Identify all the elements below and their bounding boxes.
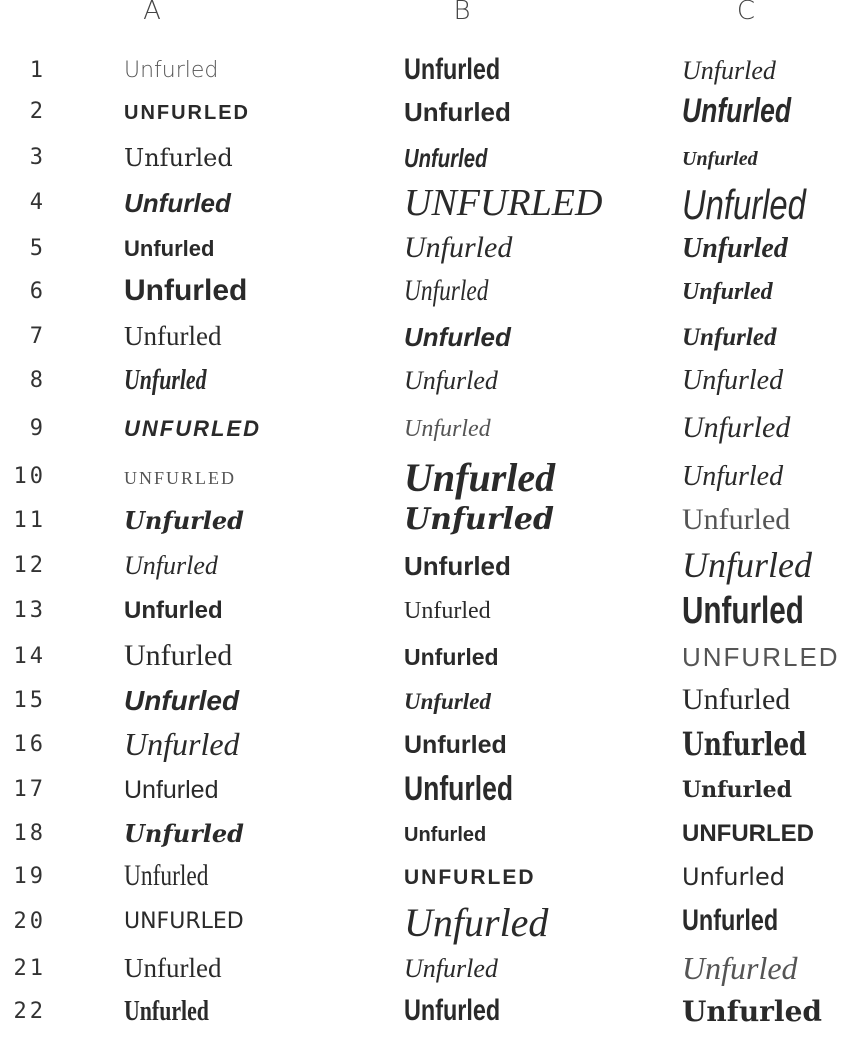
font-sample-b: Unfurled (404, 416, 491, 443)
row-number: 15 (13, 688, 46, 713)
row-number: 14 (13, 644, 46, 669)
row-number: 21 (13, 956, 46, 981)
font-sample-c: Unfurled (682, 725, 807, 764)
font-sample-row (0, 638, 857, 682)
font-sample-row (0, 181, 857, 228)
font-sample-a: Unfurled (124, 364, 207, 396)
font-sample-b: Unfurled (404, 365, 498, 395)
font-sample-b: Unfurled (404, 550, 511, 581)
font-sample-c: Unfurled (682, 364, 784, 396)
font-sample-row (0, 455, 857, 502)
column-header-c: C (736, 0, 756, 26)
font-sample-c: Unfurled (682, 147, 758, 170)
font-sample-b: Unfurled (404, 994, 501, 1028)
font-sample-c: Unfurled (682, 950, 798, 987)
row-number: 13 (13, 598, 46, 623)
font-sample-c: Unfurled (682, 863, 785, 892)
font-sample-c: UNFURLED (682, 641, 840, 672)
row-number: 9 (29, 416, 46, 441)
font-sample-row (0, 592, 857, 636)
font-sample-c: Unfurled (682, 91, 792, 130)
font-sample-a: Unfurled (124, 726, 240, 763)
row-number: 18 (13, 821, 46, 846)
font-sample-b: Unfurled (404, 688, 491, 714)
font-sample-c: Unfurled (682, 904, 779, 938)
font-sample-c: Unfurled (682, 411, 791, 445)
font-sample-a: Unfurled (124, 684, 240, 716)
row-number: 5 (29, 236, 46, 261)
font-sample-row (0, 318, 857, 362)
font-sample-c: Unfurled (682, 232, 788, 264)
font-sample-b: Unfurled (404, 274, 489, 308)
font-sample-row (0, 139, 857, 183)
font-sample-row (0, 950, 857, 994)
font-sample-row (0, 858, 857, 902)
row-number: 11 (13, 508, 46, 533)
row-number: 17 (13, 777, 46, 802)
font-sample-c: Unfurled (682, 181, 806, 228)
font-sample-a: Unfurled (124, 58, 219, 84)
font-sample-a: Unfurled (124, 506, 244, 536)
font-sample-row (0, 993, 857, 1037)
row-number: 7 (29, 324, 46, 349)
font-sample-a: Unfurled (124, 187, 231, 218)
font-sample-a: UNFURLED (124, 101, 250, 124)
font-sample-row (0, 273, 857, 317)
row-number: 8 (29, 368, 46, 393)
font-sample-row (0, 502, 857, 546)
font-sample-row (0, 230, 857, 274)
font-sample-a: Unfurled (124, 775, 219, 804)
row-number: 12 (13, 553, 46, 578)
font-sample-row (0, 726, 857, 770)
font-sample-a: Unfurled (124, 321, 222, 352)
font-sample-c: Unfurled (682, 323, 777, 351)
row-number: 20 (13, 909, 46, 934)
font-sample-a: Unfurled (124, 639, 233, 673)
font-sample-b: Unfurled (404, 142, 488, 173)
font-sample-a: UNFURLED (124, 909, 244, 935)
font-sample-b: Unfurled (404, 598, 491, 625)
font-sample-b: Unfurled (404, 823, 487, 846)
font-sample-a: Unfurled (124, 144, 233, 173)
font-sample-c: UNFURLED (682, 820, 814, 848)
font-sample-c: Unfurled (682, 279, 773, 306)
font-sample-a: Unfurled (124, 819, 244, 849)
font-sample-row (0, 771, 857, 815)
row-number: 16 (13, 732, 46, 757)
font-sample-a: UNFURLED (124, 416, 261, 442)
font-sample-b: Unfurled (404, 96, 511, 127)
font-sample-c: Unfurled (682, 683, 791, 717)
font-sample-b: UNFURLED (404, 182, 603, 224)
row-number: 22 (13, 999, 46, 1024)
font-sample-row (0, 815, 857, 859)
font-sample-c: Unfurled (682, 460, 784, 492)
font-sample-a: Unfurled (124, 953, 222, 984)
font-sample-b: Unfurled (404, 455, 556, 500)
font-sample-b: Unfurled (404, 643, 499, 670)
font-sample-c: Unfurled (682, 777, 792, 804)
font-sample-row (0, 900, 857, 947)
font-sample-row (0, 410, 857, 454)
column-header-b: B (453, 0, 471, 26)
font-sample-row (0, 362, 857, 406)
font-sample-row (0, 547, 857, 591)
row-number: 19 (13, 864, 46, 889)
font-sample-a: Unfurled (124, 550, 218, 580)
font-sample-c: Unfurled (682, 545, 812, 585)
font-sample-a: Unfurled (124, 859, 209, 893)
font-sample-b: Unfurled (404, 321, 511, 352)
row-number: 3 (29, 145, 46, 170)
font-sample-b: Unfurled (404, 730, 507, 759)
font-sample-b: Unfurled (404, 900, 549, 945)
row-number: 4 (29, 190, 46, 215)
font-sample-b: UNFURLED (404, 865, 536, 889)
font-sample-b: Unfurled (404, 953, 498, 983)
font-sample-c: Unfurled (682, 994, 822, 1028)
font-sample-b: Unfurled (404, 769, 514, 808)
font-sample-c: Unfurled (682, 503, 791, 537)
font-sample-a: Unfurled (124, 236, 215, 262)
row-number: 1 (29, 58, 46, 83)
row-number: 2 (29, 99, 46, 124)
font-sample-b: Unfurled (404, 502, 554, 538)
font-sample-a: Unfurled (124, 995, 209, 1027)
row-number: 6 (29, 279, 46, 304)
font-sample-b: Unfurled (404, 53, 501, 87)
font-sample-b: Unfurled (404, 231, 513, 265)
font-sample-row (0, 52, 857, 96)
row-number: 10 (13, 464, 46, 489)
font-sample-row (0, 93, 857, 137)
font-sample-a: Unfurled (124, 597, 223, 625)
font-sample-c: Unfurled (682, 590, 804, 632)
column-header-a: A (143, 0, 161, 26)
font-sample-a: Unfurled (124, 274, 248, 308)
font-sample-a: UNFURLED (124, 467, 237, 488)
font-sample-c: Unfurled (682, 55, 776, 85)
font-sample-row (0, 682, 857, 726)
